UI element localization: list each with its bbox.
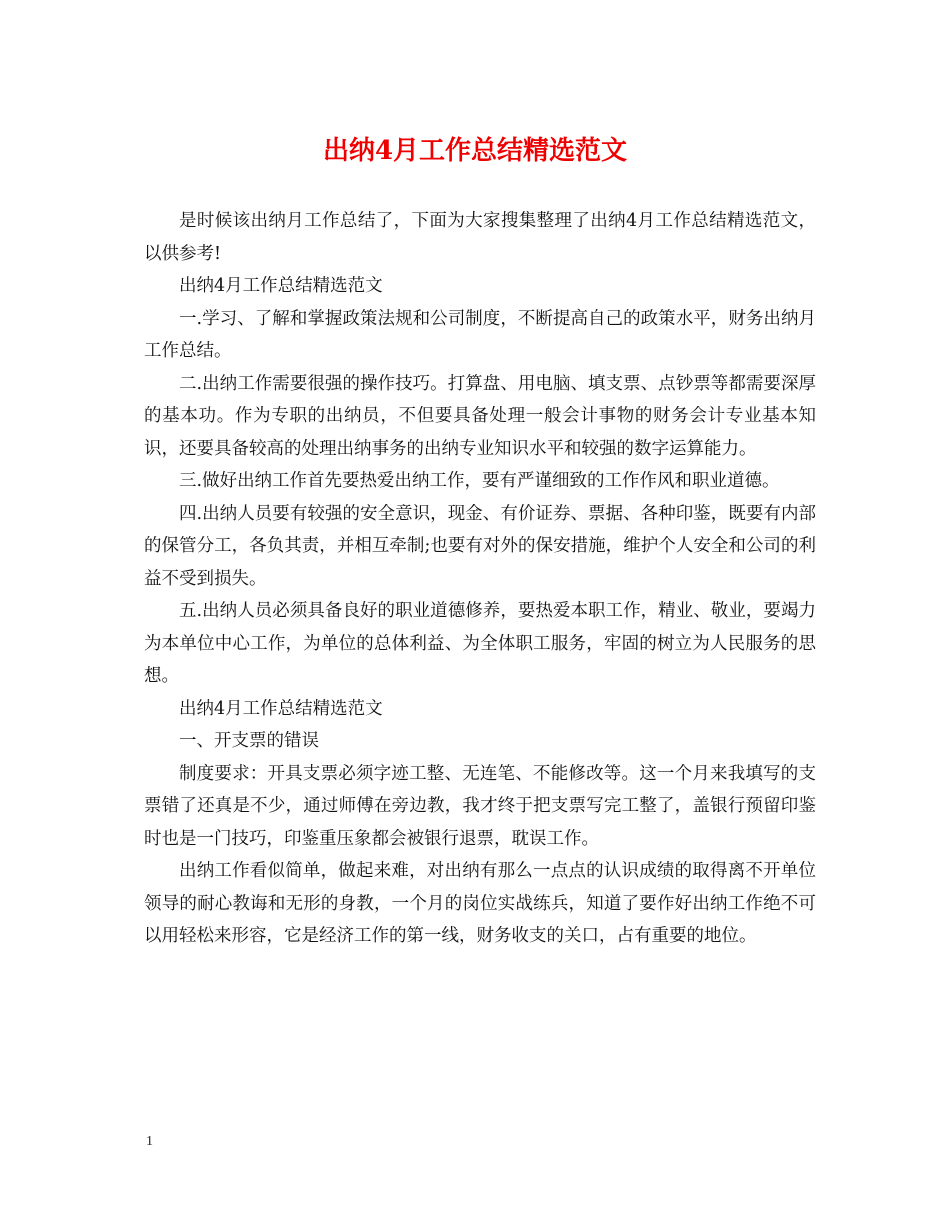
paragraph-item-3: 三.做好出纳工作首先要热爱出纳工作，要有严谨细致的工作作风和职业道德。 [179,471,780,491]
paragraph-section-heading: 一、开支票的错误 [179,731,319,751]
paragraph-item-2: 二.出纳工作需要很强的操作技巧。打算盘、用电脑、填支票、点钞票等都需要深厚的基本功。作为专职的出纳员，不但要具备处理一般会计事物的财务会计专业基本知识，还要具备较高的处理出纳事务的出纳专业知识水平和较强的数字运算能力。 [144,373,816,459]
page-number: 1 [146,1134,153,1149]
document-title: 出纳4月工作总结精选范文 [322,136,628,166]
paragraph-conclusion: 出纳工作看似简单，做起来难，对出纳有那么一点点的认识成绩的取得离不开单位领导的耐心教诲和无形的身教，一个月的岗位实战练兵，知道了要作好出纳工作绝不可以用轻松来形容，它是经济工作的第一线，财务收支的关口，占有重要的地位。 [144,861,816,946]
paragraph-check-rules: 制度要求：开具支票必须字迹工整、无连笔、不能修改等。这一个月来我填写的支票错了还真是不少，通过师傅在旁边教，我才终于把支票写完工整了，盖银行预留印鉴时也是一门技巧，印鉴重压象都会被银行退票，耽误工作。 [144,763,816,849]
paragraph-subheading-2: 出纳4月工作总结精选范文 [179,698,383,719]
paragraph-item-4: 四.出纳人员要有较强的安全意识，现金、有价证券、票据、各种印鉴，既要有内部的保管分工，各负其责，并相互牵制;也要有对外的保安措施，维护个人安全和公司的利益不受到损失。 [144,503,816,589]
paragraph-item-5: 五.出纳人员必须具备良好的职业道德修养，要热爱本职工作，精业、敬业，要竭力为本单位中心工作，为单位的总体利益、为全体职工服务，牢固的树立为人民服务的思想。 [144,601,816,686]
paragraph-item-1: 一.学习、了解和掌握政策法规和公司制度，不断提高自己的政策水平，财务出纳月工作总结。 [144,308,816,361]
document-body [144,205,816,953]
paragraph-subheading-1: 出纳4月工作总结精选范文 [179,276,383,296]
paragraph-intro: 是时候该出纳月工作总结了，下面为大家搜集整理了出纳4月工作总结精选范文，以供参考! [144,211,816,264]
